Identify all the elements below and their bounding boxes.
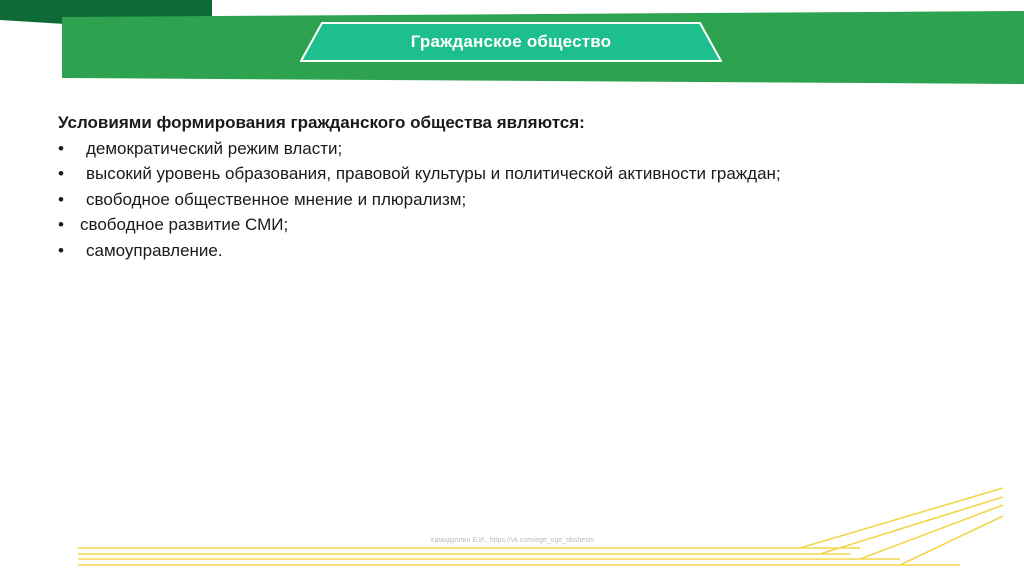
bullet-icon: •: [58, 164, 64, 183]
content-heading: Условиями формирования гражданского общества являются:: [58, 113, 585, 132]
list-item: [58, 238, 958, 264]
conditions-list: [58, 136, 958, 264]
footer-credit: Хамидуллин Б.И., https://vk.com/ege_oge_obshestv: [429, 537, 595, 544]
list-item-text: демократический режим власти;: [86, 138, 343, 158]
list-item-text: свободное развитие СМИ;: [80, 215, 289, 234]
bullet-icon: •: [58, 189, 64, 209]
slide-content: [58, 110, 958, 263]
list-item-text: самоуправление.: [86, 240, 223, 260]
bullet-icon: •: [58, 215, 64, 234]
yellow-lines: [78, 488, 1003, 565]
title-badge: [300, 22, 722, 62]
list-item: [58, 212, 958, 238]
slide-title: Гражданское общество: [410, 32, 612, 51]
list-item: [58, 136, 958, 162]
bullet-icon: •: [58, 138, 64, 158]
list-item: [58, 161, 958, 187]
list-item-text: высокий уровень образования, правовой культуры и политической активности граждан;: [86, 164, 781, 183]
list-item: [58, 187, 958, 213]
bullet-icon: •: [58, 240, 64, 260]
list-item-text: свободное общественное мнение и плюрализм;: [86, 189, 467, 209]
